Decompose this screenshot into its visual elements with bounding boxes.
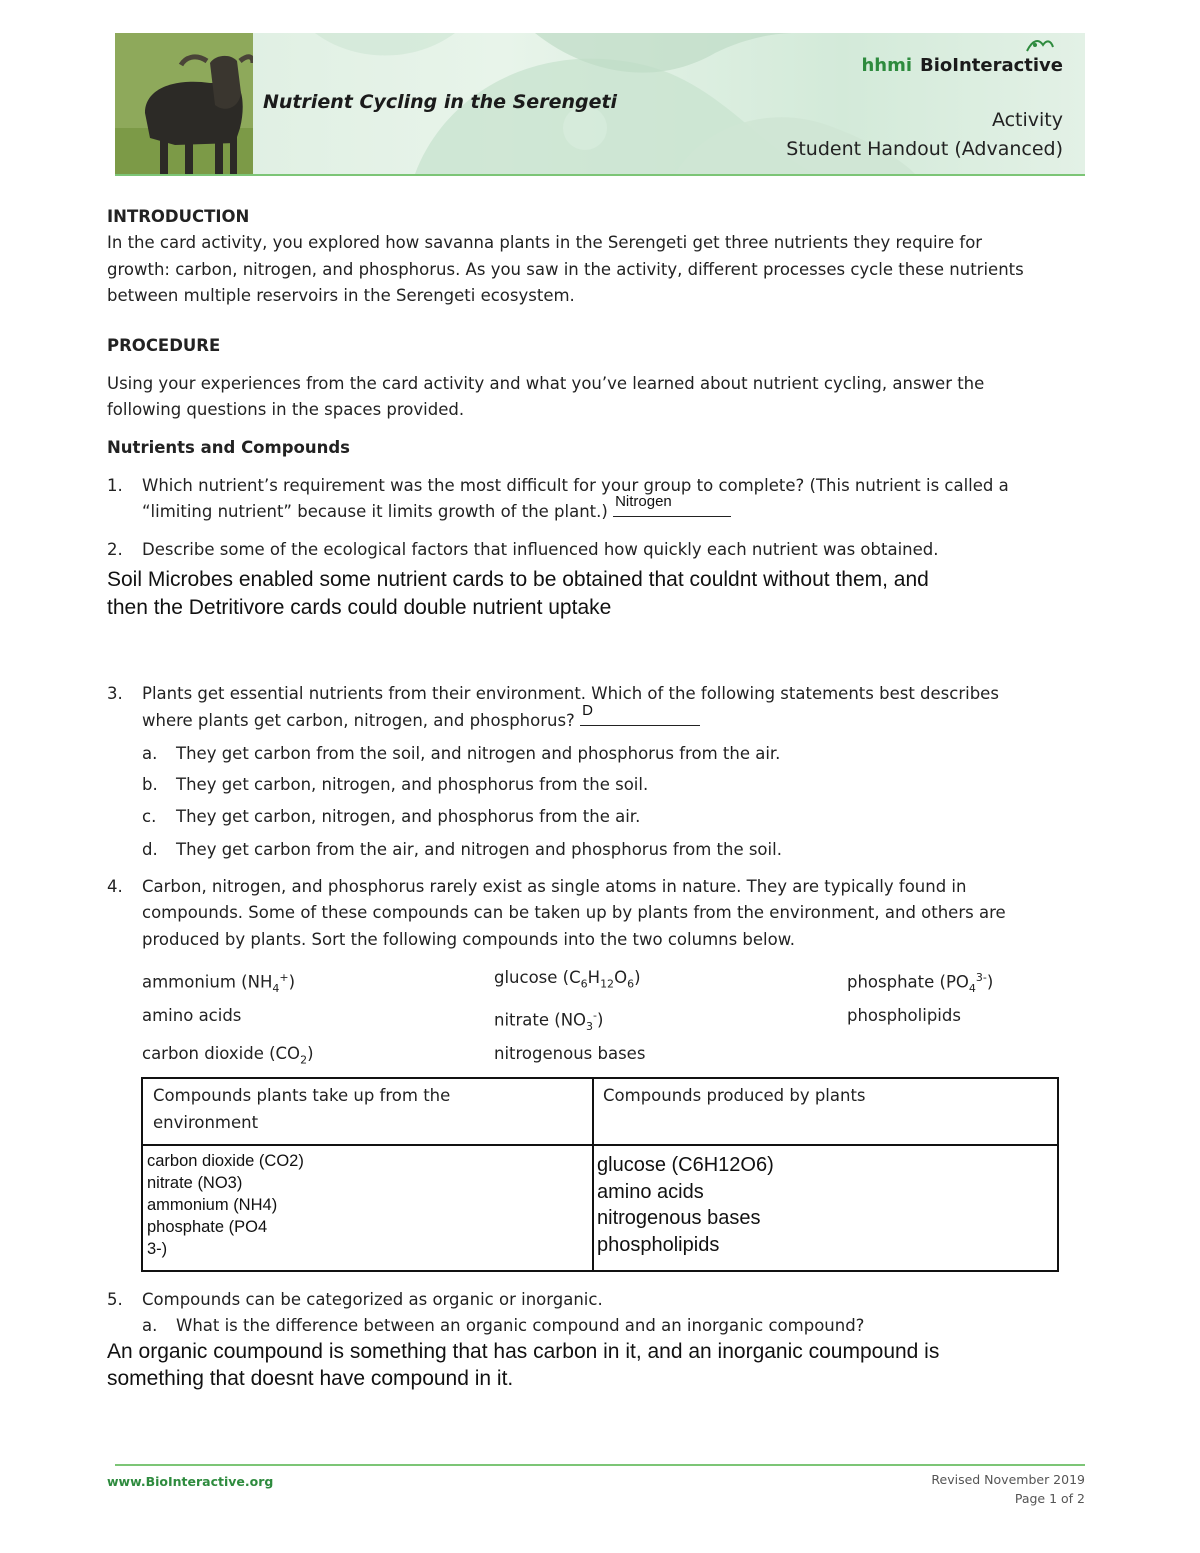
logo-biointeractive: BioInteractive [920,55,1063,76]
q2-answer-line[interactable]: Soil Microbes enabled some nutrient cards to be obtained that couldnt without them, and [107,568,929,591]
compound-amino-acids: amino acids [142,1006,242,1025]
handout-label: Student Handout (Advanced) [786,138,1063,160]
intro-line: between multiple reservoirs in the Serengeti ecosystem. [107,286,575,305]
q1-text-cont: “limiting nutrient” because it limits growth of the plant.) [142,502,608,521]
compound-phospholipids: phospholipids [847,1006,961,1025]
activity-label: Activity [991,109,1063,131]
q2-number: 2. [107,540,123,559]
q3-option-text: They get carbon, nitrogen, and phosphorus from the air. [176,807,641,826]
table-cell: glucose (C6H12O6) [597,1154,774,1176]
table-cell: nitrate (NO3) [147,1174,243,1192]
table-cell: nitrogenous bases [597,1207,761,1229]
q3-text-cont: where plants get carbon, nitrogen, and phosphorus? [142,711,575,730]
table-header-uptake: Compounds plants take up from the environment [153,1086,451,1132]
q1-answer: Nitrogen [615,493,672,510]
q5-text: Compounds can be categorized as organic or inorganic. [142,1290,603,1309]
footer-url[interactable]: www.BioInteractive.org [107,1474,274,1489]
q5a-answer-line[interactable]: An organic coumpound is something that has carbon in it, and an inorganic coumpound is [107,1340,940,1363]
q4-text: Carbon, nitrogen, and phosphorus rarely exist as single atoms in nature. They are typically found in [142,877,967,896]
q1-number: 1. [107,476,123,495]
procedure-line: Using your experiences from the card activity and what you’ve learned about nutrient cycling, answer the [107,374,985,393]
intro-line: In the card activity, you explored how savanna plants in the Serengeti get three nutrients they require for [107,233,983,252]
table-header-produced: Compounds produced by plants [603,1086,866,1105]
biointeractive-logo-icon [1025,37,1055,55]
table-cell: phospholipids [597,1233,720,1256]
wildebeest-image [115,33,253,174]
q3-answer-field[interactable] [580,702,700,726]
table-divider [143,1144,1057,1146]
q3-option-letter: a. [142,744,158,763]
compound-carbon-dioxide: carbon dioxide $(CO_2)$ [142,1044,314,1067]
q3-option-text: They get carbon, nitrogen, and phosphorus from the soil. [176,775,649,794]
q1-answer-field[interactable] [613,493,731,517]
footer-page-number: Page 1 of 2 [1014,1491,1085,1506]
intro-line: growth: carbon, nitrogen, and phosphorus. As you saw in the activity, different processes cycle these nutrients [107,260,1024,279]
q3-option-letter: c. [142,807,157,826]
q4-text: compounds. Some of these compounds can be taken up by plants from the environment, and others are [142,903,1006,922]
table-cell: 3-) [147,1240,168,1258]
table-divider [592,1079,594,1270]
table-cell: phosphate (PO4 [147,1218,268,1236]
procedure-line: following questions in the spaces provided. [107,400,465,419]
compound-glucose: glucose $(C_6H_{12}O_6)$ [494,968,641,991]
table-cell: ammonium (NH4) [147,1196,278,1214]
q3-text-line2 [142,702,700,734]
q5a-answer-line[interactable]: something that doesnt have compound in it. [107,1367,514,1390]
q5-number: 5. [107,1290,123,1309]
q5a-letter: a. [142,1316,158,1335]
q2-text: Describe some of the ecological factors that influenced how quickly each nutrient was obtained. [142,540,939,559]
table-cell: carbon dioxide (CO2) [147,1152,304,1170]
intro-heading: INTRODUCTION [107,207,250,226]
footer-rule [115,1464,1085,1466]
section-subheading: Nutrients and Compounds [107,438,350,457]
compound-nitrogenous-bases: nitrogenous bases [494,1044,646,1063]
q3-option-letter: d. [142,840,158,859]
table-cell: amino acids [597,1180,704,1203]
q3-option-text: They get carbon from the air, and nitrogen and phosphorus from the soil. [176,840,782,859]
q3-number: 3. [107,684,123,703]
produced-answers-cell[interactable] [597,1152,774,1258]
q3-option-letter: b. [142,775,158,794]
compound-ammonium: ammonium $(NH_4^+)$ [142,971,296,995]
compound-nitrate: nitrate $(NO_3^-)$ [494,1009,604,1033]
procedure-heading: PROCEDURE [107,336,221,355]
q3-answer: D [582,702,593,719]
q3-text: Plants get essential nutrients from their environment. Which of the following statements best describes [142,684,999,703]
wildebeest-photo [115,33,253,174]
page-title: Nutrient Cycling in the Serengeti [263,91,618,113]
q1-text-line2 [142,493,731,525]
q4-text: produced by plants. Sort the following compounds into the two columns below. [142,930,795,949]
uptake-answers-cell[interactable] [147,1150,304,1260]
compound-phosphate: phosphate $(PO_4^{3-})$ [847,971,994,995]
q1-text: Which nutrient’s requirement was the most difficult for your group to complete? (This nutrient is called a [142,476,1009,495]
q4-number: 4. [107,877,123,896]
q5a-text: What is the difference between an organic compound and an inorganic compound? [176,1316,865,1335]
hhmi-biointeractive-logo [861,55,1063,76]
footer-revised: Revised November 2019 [931,1472,1085,1487]
q3-option-text: They get carbon from the soil, and nitrogen and phosphorus from the air. [176,744,781,763]
q2-answer-line[interactable]: then the Detritivore cards could double nutrient uptake [107,596,612,619]
header-banner [115,33,1085,176]
logo-hhmi: hhmi [861,55,912,76]
sorting-table [141,1077,1059,1272]
